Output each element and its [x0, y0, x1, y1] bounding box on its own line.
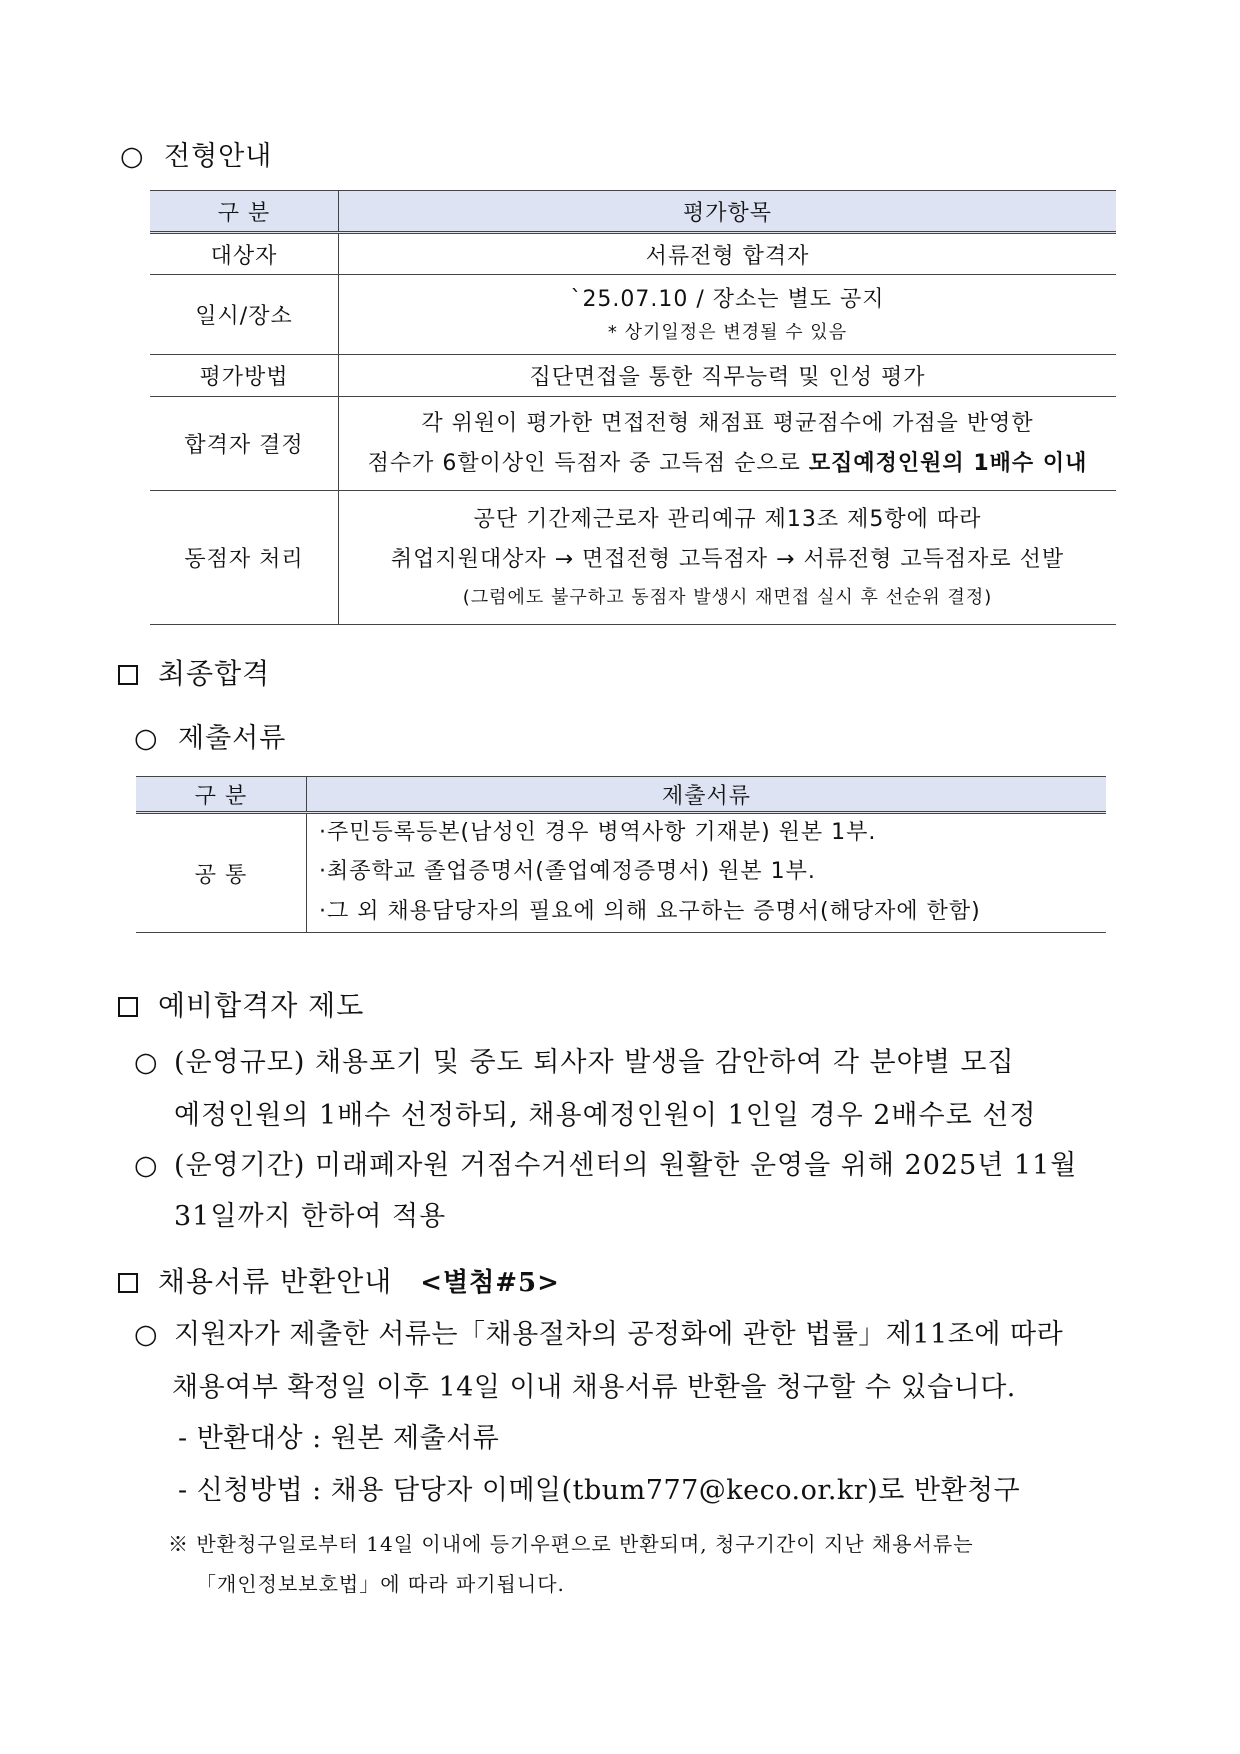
row-value-cell: [339, 397, 1117, 491]
row-value-emphasis: 모집예정인원의 1배수 이내: [808, 450, 1088, 476]
row-value-line: [339, 444, 1116, 484]
row-label: 동점자 처리: [150, 491, 339, 625]
paragraph-line: 31일까지 한하여 적용: [174, 1201, 447, 1232]
table-row: [136, 813, 1106, 933]
circle-bullet-icon: ○: [134, 1047, 159, 1078]
row-value-cell: [339, 275, 1117, 355]
circle-bullet-icon: ○: [120, 141, 145, 172]
screening-table: [150, 190, 1116, 625]
section-heading-final: [118, 652, 270, 692]
paragraph-line: 예정인원의 1배수 선정하되, 채용예정인원이 1인일 경우 2배수로 선정: [174, 1100, 1037, 1131]
document-item: ·그 외 채용담당자의 필요에 의해 요구하는 증명서(해당자에 한함): [319, 899, 981, 924]
section-heading-return: [118, 1260, 560, 1300]
section-title: 채용서류 반환안내: [158, 1265, 393, 1298]
row-value: `25.07.10 / 장소는 별도 공지: [570, 286, 885, 312]
notice-line: ※ 반환청구일로부터 14일 이내에 등기우편으로 반환되며, 청구기간이 지난 채용서류는: [168, 1532, 974, 1556]
sub-title: 제출서류: [178, 723, 287, 754]
row-value: 서류전형 합격자: [339, 233, 1117, 275]
row-value-text: 점수가 6할이상인 득점자 중 고득점 순으로: [367, 450, 809, 476]
row-value-line: 각 위원이 평가한 면접전형 채점표 평균점수에 가점을 반영한: [421, 410, 1034, 436]
dash-item: - 신청방법 : 채용 담당자 이메일(tbum777@keco.or.kr)로 반환청구: [178, 1475, 1021, 1506]
section-heading-screening: [120, 134, 272, 173]
row-value-cell: [339, 491, 1117, 625]
row-value: 집단면접을 통한 직무능력 및 인성 평가: [339, 355, 1117, 397]
dash-item: - 반환대상 : 원본 제출서류: [178, 1423, 500, 1454]
reserve-item: [134, 1040, 1015, 1079]
paragraph-line: 채용여부 확정일 이후 14일 이내 채용서류 반환을 청구할 수 있습니다.: [172, 1372, 1016, 1403]
row-note: * 상기일정은 변경될 수 있음: [607, 321, 848, 343]
row-note: (그럼에도 불구하고 동점자 발생시 재면접 실시 후 선순위 결정): [462, 586, 993, 608]
square-bullet-icon: [118, 997, 138, 1017]
table-header-documents: 제출서류: [307, 777, 1107, 813]
square-bullet-icon: [118, 665, 138, 685]
paragraph-line: 지원자가 제출한 서류는「채용절차의 공정화에 관한 법률」제11조에 따라: [174, 1319, 1064, 1350]
document-item: ·주민등록등본(남성인 경우 병역사항 기재분) 원본 1부.: [319, 820, 877, 845]
table-row: [150, 491, 1116, 625]
row-label: 합격자 결정: [150, 397, 339, 491]
table-row: [150, 275, 1116, 355]
circle-bullet-icon: ○: [134, 1319, 159, 1350]
table-row: [150, 397, 1116, 491]
paragraph-line: (운영기간) 미래폐자원 거점수거센터의 원활한 운영을 위해 2025년 11월: [174, 1150, 1078, 1181]
table-header-category: 구 분: [150, 191, 339, 233]
row-label: 평가방법: [150, 355, 339, 397]
attachment-tag: <별첨#5>: [420, 1268, 560, 1298]
square-bullet-icon: [118, 1273, 138, 1293]
row-label: 대상자: [150, 233, 339, 275]
row-label: 일시/장소: [150, 275, 339, 355]
sub-heading-documents: [134, 716, 286, 755]
table-header-category: 구 분: [136, 777, 307, 813]
row-value-line: 공단 기간제근로자 관리예규 제13조 제5항에 따라: [473, 506, 982, 532]
circle-bullet-icon: ○: [134, 723, 159, 754]
table-row: [150, 355, 1116, 397]
notice-line: 「개인정보보호법」에 따라 파기됩니다.: [196, 1572, 565, 1596]
row-value-cell: [307, 813, 1107, 933]
row-value-line: 취업지원대상자 → 면접전형 고득점자 → 서류전형 고득점자로 선발: [390, 546, 1065, 572]
documents-table: [136, 776, 1106, 933]
document-item: ·최종학교 졸업증명서(졸업예정증명서) 원본 1부.: [319, 859, 816, 884]
reserve-item: [134, 1143, 1077, 1182]
section-heading-reserve: [118, 984, 364, 1024]
section-title: 예비합격자 제도: [158, 989, 365, 1022]
table-header-item: 평가항목: [339, 191, 1117, 233]
paragraph-line: (운영규모) 채용포기 및 중도 퇴사자 발생을 감안하여 각 분야별 모집: [174, 1047, 1015, 1078]
circle-bullet-icon: ○: [134, 1150, 159, 1181]
return-item: [134, 1312, 1063, 1351]
table-row: [150, 233, 1116, 275]
section-title: 전형안내: [164, 141, 273, 172]
section-title: 최종합격: [158, 657, 271, 690]
row-label: 공 통: [136, 813, 307, 933]
